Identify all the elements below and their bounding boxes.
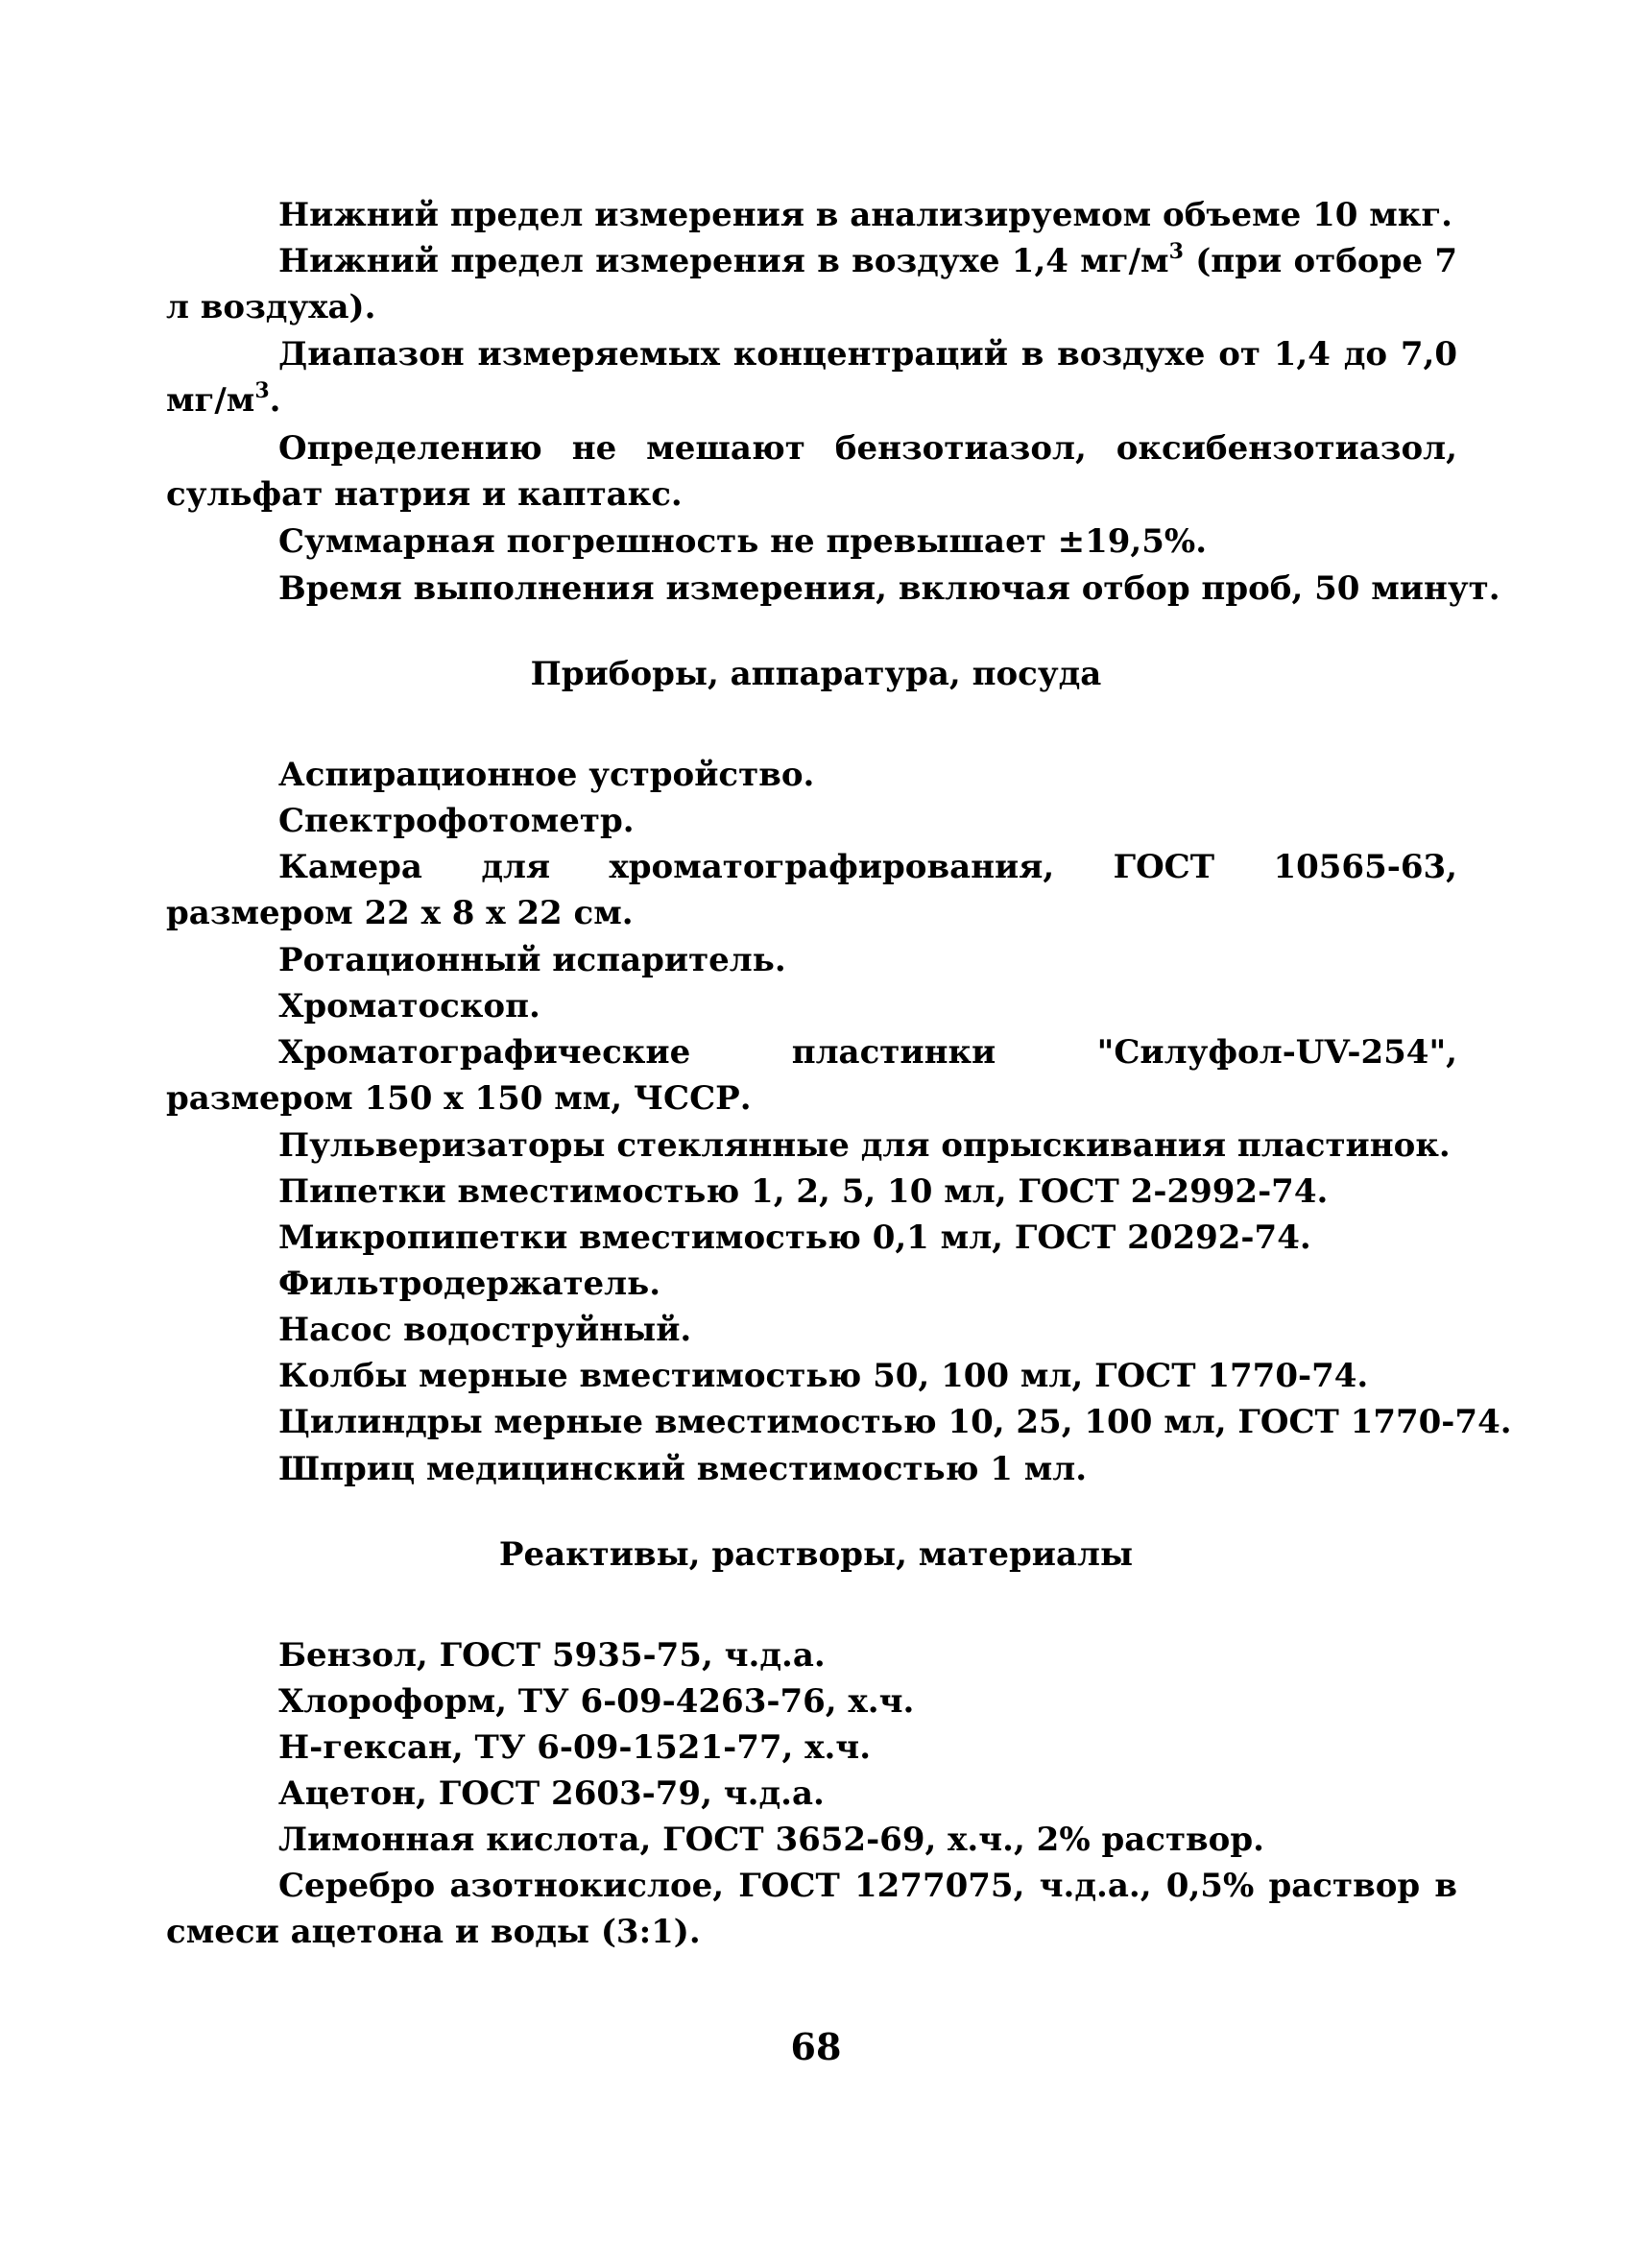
lower-limit-sample: Нижний предел измерения в анализируемом объеме 10 мкг. — [278, 196, 1453, 234]
equipment-item: Насос водоструйный. — [278, 1311, 692, 1349]
equipment-item: Цилиндры мерные вместимостью 10, 25, 100 мл, ГОСТ 1770-74. — [278, 1403, 1512, 1441]
reagent-item: Лимонная кислота, ГОСТ 3652-69, х.ч., 2% раствор. — [278, 1821, 1264, 1859]
cube-superscript: 3 — [1168, 239, 1184, 264]
equipment-item: Фильтродержатель. — [278, 1265, 661, 1303]
concentration-range — [166, 331, 1457, 423]
total-error: Суммарная погрешность не превышает ±19,5%. — [278, 522, 1208, 561]
equipment-item: Спектрофотометр. — [278, 802, 635, 840]
measurement-duration: Время выполнения измерения, включая отбор проб, 50 минут. — [278, 569, 1500, 608]
equipment-item: Ротационный испаритель. — [278, 941, 786, 979]
equipment-item: Хроматоскоп. — [278, 987, 540, 1025]
reagents-heading: Реактивы, растворы, материалы — [498, 1535, 1134, 1574]
equipment-heading: Приборы, аппаратура, посуда — [530, 655, 1102, 693]
interference-note: Определению не мешают бензотиазол, оксибензотиазол, сульфат натрия и каптакс. — [166, 429, 1457, 514]
reagent-item: Н-гексан, ТУ 6-09-1521-77, х.ч. — [278, 1728, 872, 1767]
lower-limit-air — [166, 238, 1457, 330]
equipment-item: Пипетки вместимостью 1, 2, 5, 10 мл, ГОСТ 2-2992-74. — [278, 1172, 1329, 1211]
lower-limit-air-text: Нижний предел измерения в воздухе 1,4 мг/м — [278, 242, 1169, 280]
reagent-item: Хлороформ, ТУ 6-09-4263-76, х.ч. — [278, 1682, 915, 1721]
equipment-item: Микропипетки вместимостью 0,1 мл, ГОСТ 20292-74. — [278, 1218, 1311, 1257]
equipment-item: Хроматографические пластинки "Силуфол-UV-254", размером 150 х 150 мм, ЧССР. — [166, 1033, 1457, 1118]
equipment-item: Колбы мерные вместимостью 50, 100 мл, ГОСТ 1770-74. — [278, 1357, 1369, 1395]
concentration-range-text: Диапазон измеряемых концентраций в воздухе от 1,4 до 7,0 мг/м — [166, 335, 1457, 420]
cube-superscript: 3 — [254, 378, 270, 403]
reagent-item: Бензол, ГОСТ 5935-75, ч.д.а. — [278, 1636, 826, 1675]
equipment-item: Камера для хроматографирования, ГОСТ 10565-63, размером 22 х 8 х 22 см. — [166, 848, 1457, 932]
concentration-range-tail: . — [269, 381, 281, 420]
equipment-item: Пульверизаторы стеклянные для опрыскивания пластинок. — [278, 1126, 1451, 1165]
reagent-item: Серебро азотнокислое, ГОСТ 1277075, ч.д.а., 0,5% раствор в смеси ацетона и воды (3:1). — [166, 1867, 1457, 1951]
lower-limit-air-tail: (при отборе 7 л воздуха). — [166, 242, 1457, 326]
reagent-item: Ацетон, ГОСТ 2603-79, ч.д.а. — [278, 1774, 825, 1813]
equipment-item: Аспирационное устройство. — [278, 756, 815, 794]
page-number: 68 — [790, 2025, 842, 2068]
equipment-item: Шприц медицинский вместимостью 1 мл. — [278, 1450, 1088, 1488]
